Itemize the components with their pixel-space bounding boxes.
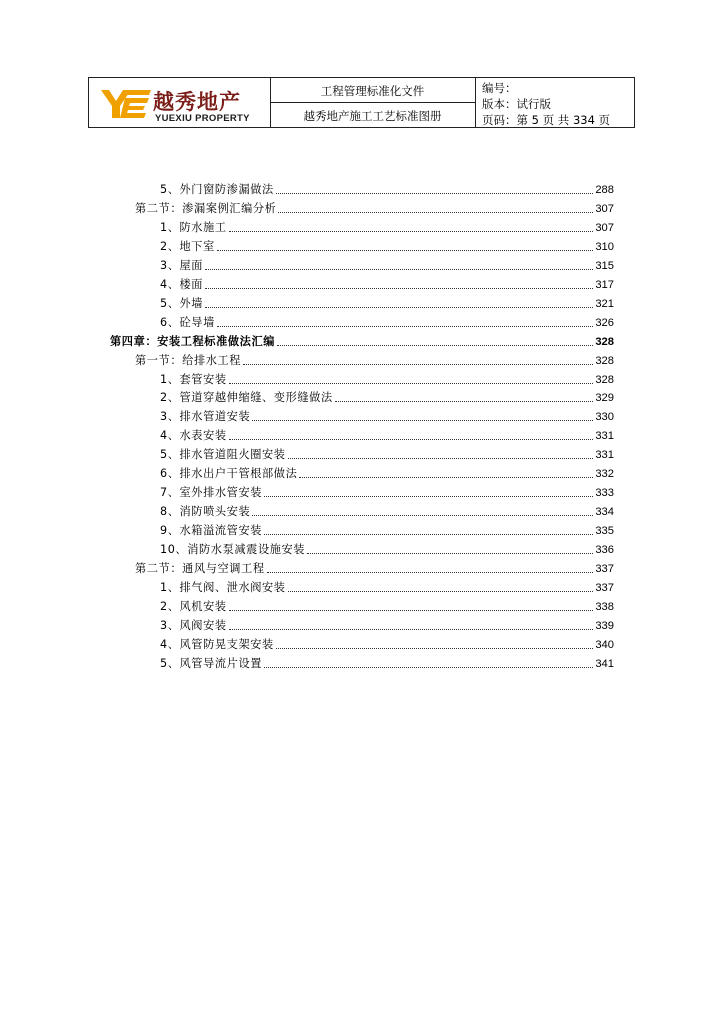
doc-code-label: 编号： [482,81,517,95]
toc-entry-title: 3、排水管道安装 [160,408,251,426]
toc-entry-title: 9、水箱溢流管安装 [160,522,263,540]
toc-leader-dots [267,572,594,573]
logo-chinese-name: 越秀地产 [153,89,241,114]
toc-entry-page: 333 [595,487,614,500]
toc-entry-page: 307 [595,221,614,234]
toc-leader-dots [229,439,594,440]
toc-entry[interactable] [0,617,724,635]
toc-leader-dots [252,515,593,516]
header-divider [475,78,476,127]
toc-entry-title: 5、外门窗防渗漏做法 [160,181,275,199]
toc-leader-dots [205,307,593,308]
toc-leader-dots [264,496,593,497]
toc-entry[interactable] [0,541,724,559]
toc-entry-title: 1、防水施工 [160,219,228,237]
toc-entry-title: 2、管道穿越伸缩缝、变形缝做法 [160,389,334,407]
toc-entry[interactable] [0,598,724,616]
toc-entry[interactable] [0,427,724,445]
toc-entry[interactable] [0,238,724,256]
toc-leader-dots [307,553,593,554]
toc-entry-title: 2、风机安装 [160,598,228,616]
toc-entry-title: 7、室外排水管安装 [160,484,263,502]
toc-entry-title: 4、风管防晃支架安装 [160,636,275,654]
toc-leader-dots [264,667,593,668]
toc-entry-page: 332 [595,468,614,481]
logo-english-name: YUEXIU PROPERTY [155,113,250,124]
toc-leader-dots [288,591,594,592]
toc-entry-title: 第四章：安装工程标准做法汇编 [110,333,276,351]
toc-entry[interactable] [0,579,724,597]
toc-entry[interactable] [0,408,724,426]
toc-entry-page: 338 [595,600,614,613]
toc-entry-page: 328 [595,335,614,348]
toc-leader-dots [205,269,593,270]
toc-entry[interactable] [0,314,724,332]
toc-entry-page: 288 [595,184,614,196]
toc-leader-dots [277,345,593,346]
toc-entry-page: 328 [595,373,614,386]
toc-entry[interactable] [0,560,724,578]
doc-version: 版本：试行版 [482,97,551,111]
toc-entry-page: 315 [595,259,614,272]
toc-leader-dots [276,193,594,194]
toc-entry-page: 326 [595,316,614,329]
toc-entry-title: 第二节：通风与空调工程 [135,560,266,578]
toc-leader-dots [229,629,594,630]
toc-leader-dots [288,458,594,459]
toc-leader-dots [299,477,593,478]
toc-entry-title: 3、屋面 [160,257,204,275]
toc-entry-page: 335 [595,525,614,538]
doc-category: 工程管理标准化文件 [320,84,425,98]
toc-entry-title: 4、楼面 [160,276,204,294]
toc-leader-dots [252,420,593,421]
toc-entry-page: 336 [595,544,614,557]
toc-entry-title: 6、排水出户干管根部做法 [160,465,298,483]
toc-entry[interactable] [0,636,724,654]
toc-entry-page: 339 [595,619,614,632]
toc-entry-title: 4、水表安装 [160,427,228,445]
toc-entry-title: 6、砼导墙 [160,314,216,332]
toc-leader-dots [335,401,594,402]
toc-entry[interactable] [0,389,724,407]
toc-leader-dots [264,534,593,535]
toc-entry[interactable] [0,295,724,313]
toc-entry-title: 5、排水管道阻火圈安装 [160,446,287,464]
toc-entry-page: 317 [595,278,614,291]
company-logo [99,86,259,126]
toc-entry[interactable] [0,352,724,370]
toc-entry[interactable] [0,257,724,275]
toc-leader-dots [243,364,593,365]
toc-leader-dots [229,231,594,232]
toc-entry-page: 341 [595,657,614,670]
toc-leader-dots [205,288,593,289]
toc-entry[interactable] [0,484,724,502]
toc-entry[interactable] [0,181,724,199]
toc-entry[interactable] [0,522,724,540]
toc-leader-dots [217,326,593,327]
toc-entry[interactable] [0,446,724,464]
toc-leader-dots [276,648,594,649]
toc-entry-title: 第一节：给排水工程 [135,352,242,370]
toc-entry-title: 2、地下室 [160,238,216,256]
toc-entry[interactable] [0,200,724,218]
toc-entry-title: 3、风阀安装 [160,617,228,635]
toc-entry-title: 8、消防喷头安装 [160,503,251,521]
toc-entry-page: 337 [595,563,614,575]
toc-entry-page: 321 [595,297,614,310]
toc-leader-dots [278,212,593,213]
toc-entry-title: 10、消防水泵减震设施安装 [160,541,306,559]
toc-leader-dots [229,383,594,384]
toc-entry-page: 337 [595,581,614,594]
toc-entry[interactable] [0,655,724,673]
header-divider [270,102,475,103]
toc-entry-title: 5、外墙 [160,295,204,313]
toc-entry-title: 第二节：渗漏案例汇编分析 [135,200,277,218]
toc-entry-title: 1、套管安装 [160,371,228,389]
toc-leader-dots [229,610,594,611]
toc-entry-page: 340 [595,638,614,651]
document-header [88,77,635,128]
toc-entry-page: 307 [595,202,614,215]
toc-leader-dots [217,250,593,251]
page-info: 页码：第 5 页 共 334 页 [482,113,611,127]
toc-entry[interactable] [0,333,724,351]
toc-entry-page: 310 [595,240,614,253]
toc-entry-page: 330 [595,411,614,424]
toc-entry-page: 334 [595,506,614,519]
toc-entry[interactable] [0,276,724,294]
toc-entry-page: 331 [595,449,614,462]
toc-entry-page: 331 [595,430,614,443]
toc-entry[interactable] [0,465,724,483]
toc-entry[interactable] [0,371,724,389]
toc-entry-page: 329 [595,392,614,405]
toc-entry[interactable] [0,503,724,521]
logo-mark-icon [99,88,151,120]
toc-entry-title: 5、风管导流片设置 [160,655,263,673]
doc-title: 越秀地产施工工艺标准图册 [303,109,442,123]
toc-entry-page: 328 [595,354,614,367]
toc-entry-title: 1、排气阀、泄水阀安装 [160,579,287,597]
toc-entry[interactable] [0,219,724,237]
